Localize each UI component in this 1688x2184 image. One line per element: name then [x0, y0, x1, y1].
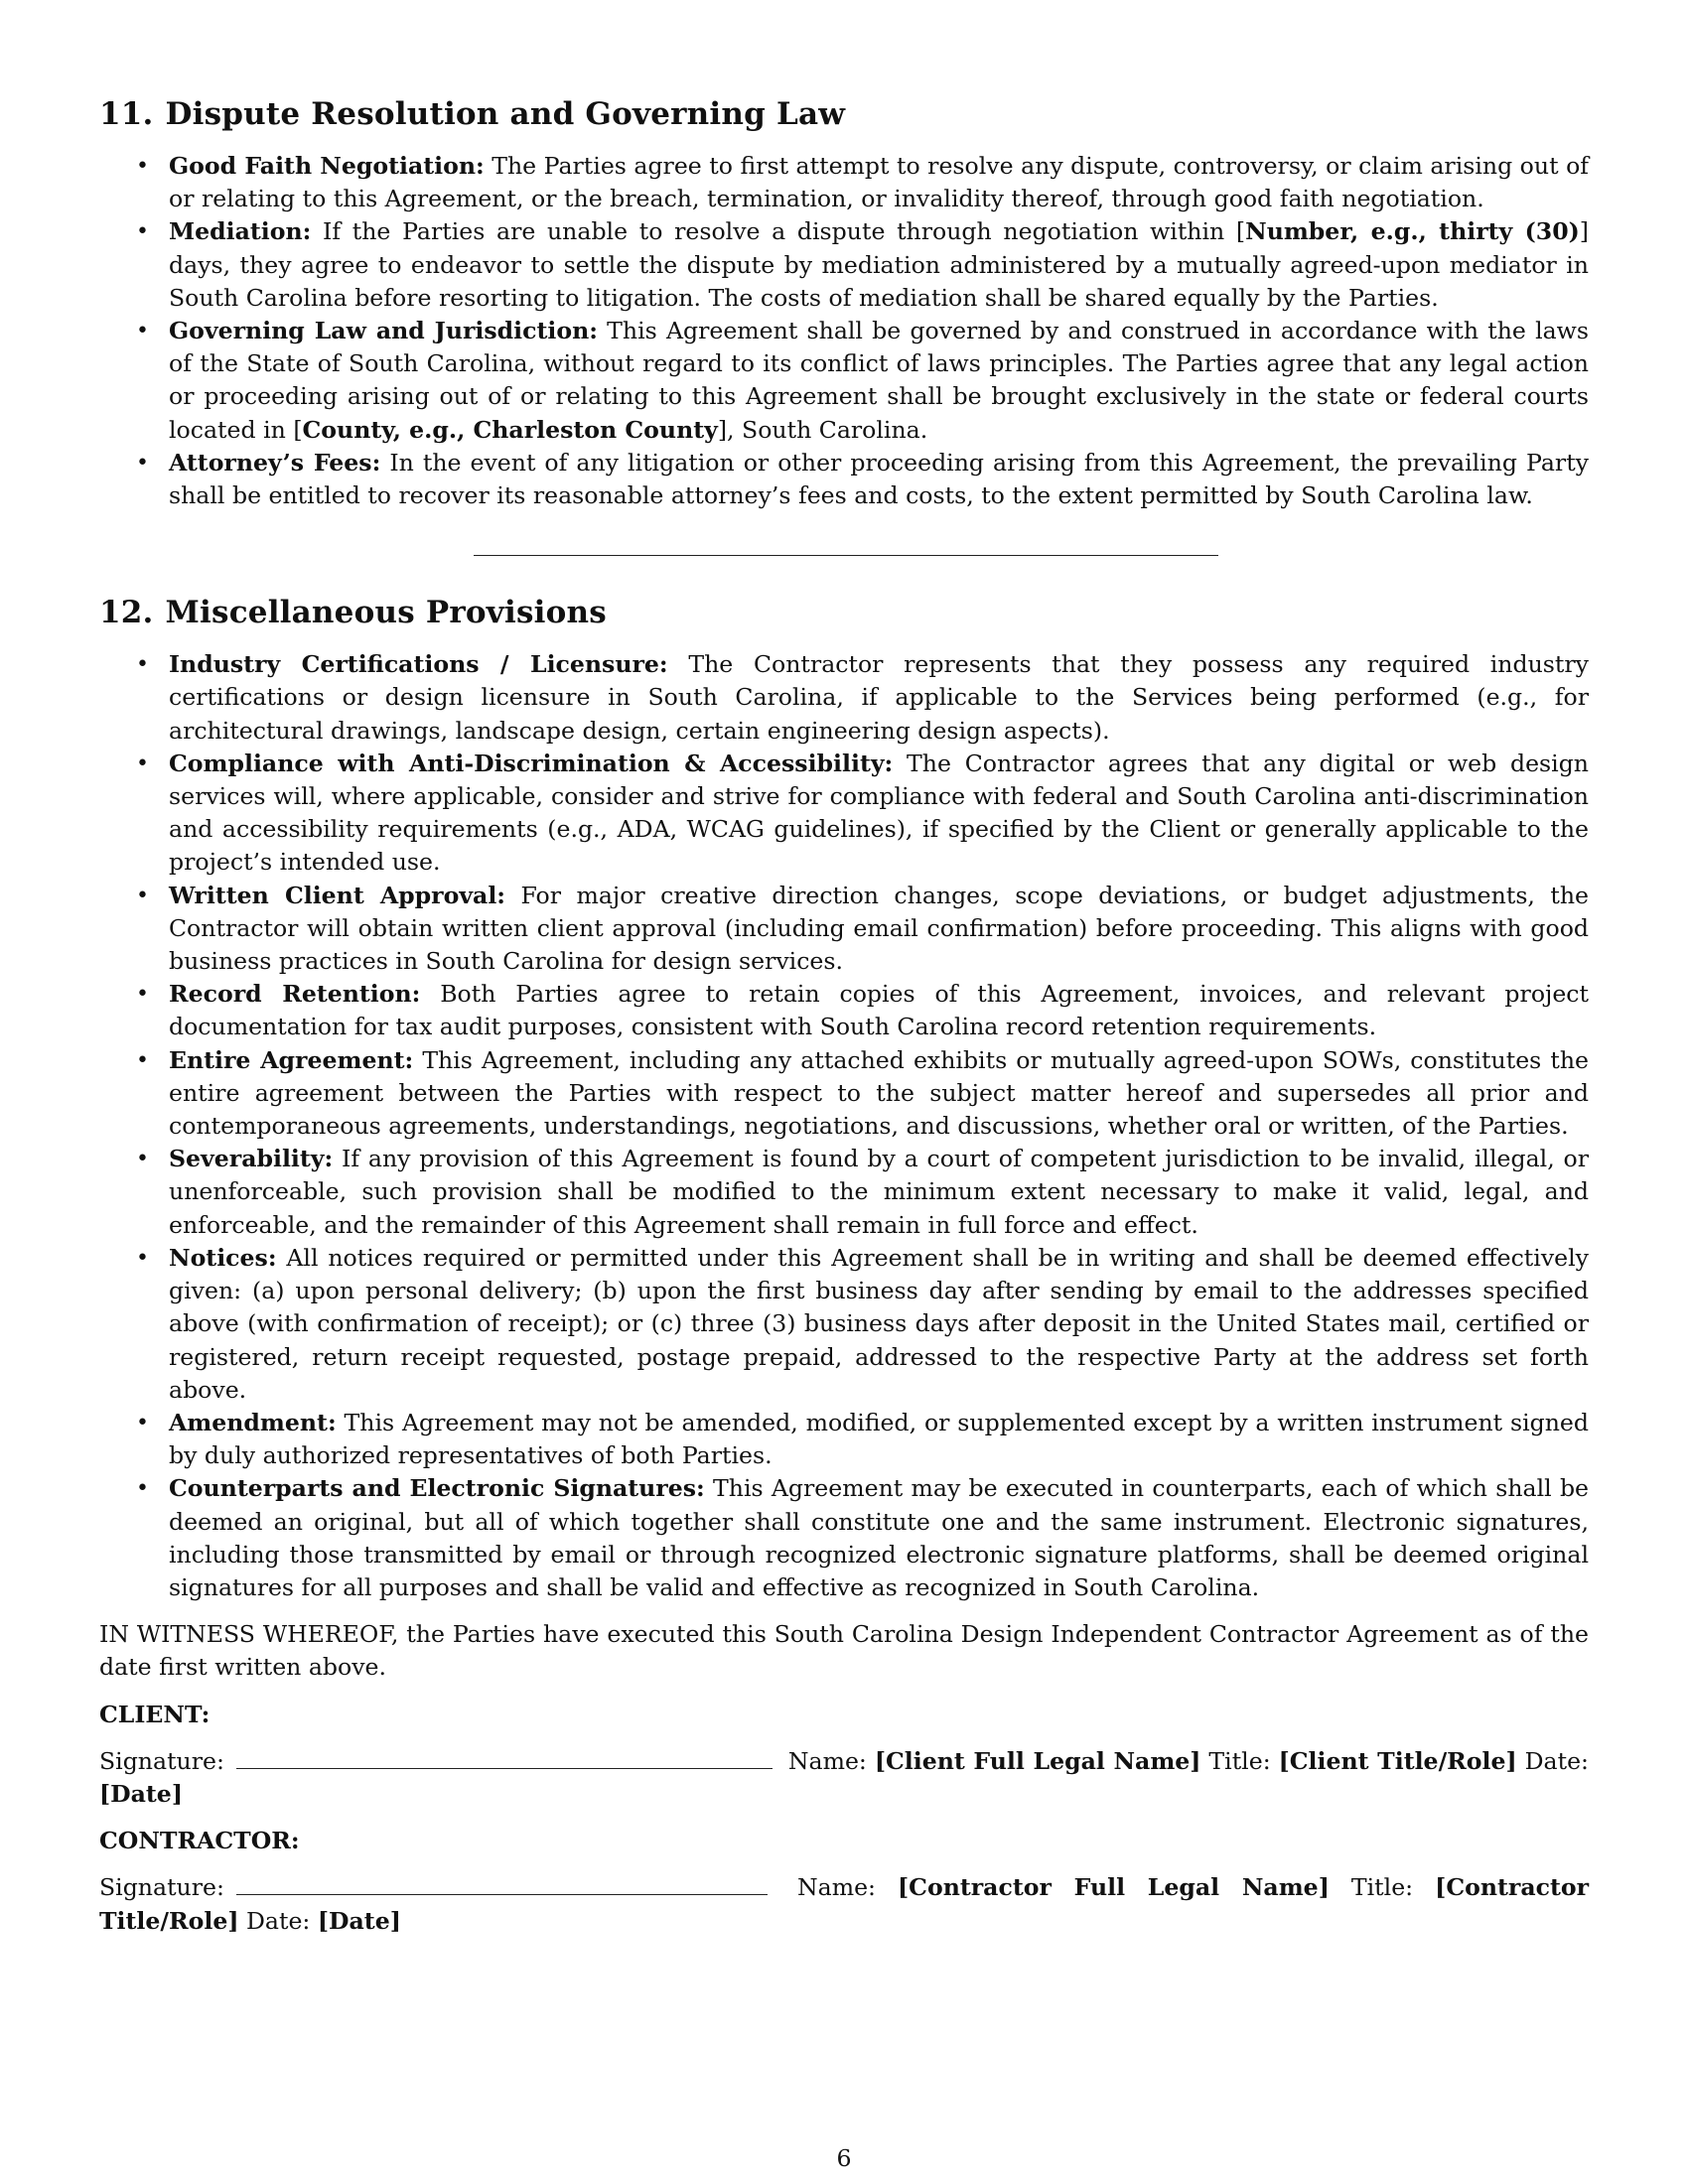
bullet-icon: •	[136, 450, 149, 476]
list-item-good-faith	[99, 150, 1589, 215]
contractor-title-value: [Contractor Title/Role]	[99, 1873, 1590, 1935]
section-11-heading	[99, 94, 1589, 134]
item-text: This Agreement may be executed in counterparts, each of which shall be deemed an original, but all of which together shall constitute one and the same instrument. Electronic signatures, including those transmitted by email or through recognized electronic signature platforms, shall be deemed original signatures for all purposes and shall be valid and effective as recognized in South Carolina.	[169, 1474, 1590, 1601]
client-signature-block	[99, 1745, 1589, 1811]
title-label: Title:	[1350, 1873, 1414, 1902]
bullet-icon: •	[136, 751, 149, 776]
name-label: Name:	[787, 1746, 867, 1775]
list-item-entire-agreement	[99, 1044, 1589, 1144]
item-label: Entire Agreement:	[169, 1045, 414, 1074]
bullet-icon: •	[136, 1410, 149, 1435]
item-placeholder: County, e.g., Charleston County	[302, 415, 718, 444]
item-label: Good Faith Negotiation:	[169, 152, 485, 180]
item-label: Record Retention:	[169, 980, 421, 1009]
item-label: Mediation:	[169, 217, 312, 246]
list-item-certifications	[99, 648, 1589, 748]
signature-label: Signature:	[99, 1746, 224, 1775]
item-text: In the event of any litigation or other proceeding arising from this Agreement, the prevailing Party shall be entitled to recover its reasonable attorney’s fees and costs, to the extent permitted by South Carolina law.	[169, 448, 1590, 510]
horizontal-divider	[474, 555, 1218, 556]
section-number: 12.	[99, 595, 154, 631]
item-text: For major creative direction changes, scope deviations, or budget adjustments, the Contractor will obtain written client approval (including email confirmation) before proceeding. This aligns with good business practices in South Carolina for design services.	[169, 881, 1590, 976]
item-text: If any provision of this Agreement is found by a court of competent jurisdiction to be invalid, illegal, or unenforceable, such provision shall be modified to the minimum extent necessary to make it valid, legal, and enforceable, and the remainder of this Agreement shall remain in full force and effect.	[169, 1145, 1589, 1239]
page-content	[99, 94, 1589, 1938]
list-item-notices	[99, 1242, 1589, 1407]
item-text-after: ] days, they agree to endeavor to settle the dispute by mediation administered by a mutually agreed-upon mediator in South Carolina before resorting to litigation. The costs of mediation shall be shared equally by the Parties.	[169, 217, 1589, 312]
signature-label: Signature:	[99, 1873, 224, 1902]
item-label: Counterparts and Electronic Signatures:	[169, 1474, 705, 1503]
date-label: Date:	[246, 1906, 311, 1935]
item-placeholder: Number, e.g., thirty (30)	[1245, 217, 1580, 246]
bullet-icon: •	[136, 652, 149, 678]
contractor-heading: CONTRACTOR:	[99, 1827, 300, 1855]
item-label: Attorney’s Fees:	[169, 448, 381, 477]
bullet-icon: •	[136, 219, 149, 245]
bullet-icon: •	[136, 982, 149, 1008]
list-item-counterparts	[99, 1472, 1589, 1604]
item-label: Written Client Approval:	[169, 881, 506, 909]
item-text-before: This Agreement shall be governed by and construed in accordance with the laws of the State of South Carolina, without regard to its conflict of laws principles. The Parties agree that any legal action or proceeding arising out of or relating to this Agreement shall be brought exclusively in the state or federal courts located in [	[169, 317, 1589, 444]
list-item-severability	[99, 1143, 1589, 1242]
item-label: Notices:	[169, 1243, 277, 1272]
item-text: Both Parties agree to retain copies of this Agreement, invoices, and relevant project documentation for tax audit purposes, consistent with South Carolina record retention requirements.	[169, 980, 1589, 1041]
item-text-before: If the Parties are unable to resolve a dispute through negotiation within [	[323, 217, 1246, 246]
contractor-signature-block	[99, 1871, 1589, 1937]
item-text: This Agreement may not be amended, modified, or supplemented except by a written instrument signed by duly authorized representatives of both Parties.	[169, 1408, 1589, 1470]
name-label: Name:	[796, 1873, 876, 1902]
item-label: Compliance with Anti-Discrimination & Accessibility:	[169, 749, 894, 777]
client-name-value: [Client Full Legal Name]	[874, 1746, 1201, 1775]
client-signature-line[interactable]	[236, 1746, 773, 1769]
list-item-attorney-fees	[99, 447, 1589, 512]
bullet-icon: •	[136, 1476, 149, 1502]
witness-clause: IN WITNESS WHEREOF, the Parties have executed this South Carolina Design Independent Contractor Agreement as of the date first written above.	[99, 1620, 1589, 1682]
item-text: This Agreement, including any attached exhibits or mutually agreed-upon SOWs, constitutes the entire agreement between the Parties with respect to the subject matter hereof and supersedes all prior and contemporaneous agreements, understandings, negotiations, and discussions, whether oral or written, of the Parties.	[169, 1045, 1589, 1141]
list-item-mediation	[99, 215, 1589, 315]
bullet-icon: •	[136, 154, 149, 179]
section-12-list	[99, 648, 1589, 1604]
contractor-name-value: [Contractor Full Legal Name]	[898, 1873, 1330, 1902]
item-label: Amendment:	[169, 1408, 337, 1436]
section-title: Miscellaneous Provisions	[165, 595, 607, 631]
bullet-icon: •	[136, 319, 149, 344]
list-item-amendment	[99, 1407, 1589, 1472]
client-title-value: [Client Title/Role]	[1278, 1746, 1517, 1775]
section-12-heading	[99, 593, 1589, 632]
list-item-record-retention	[99, 978, 1589, 1043]
date-label: Date:	[1524, 1746, 1589, 1775]
item-label: Governing Law and Jurisdiction:	[169, 317, 598, 345]
item-label: Industry Certifications / Licensure:	[169, 650, 668, 679]
item-text: The Contractor represents that they possess any required industry certifications or design licensure in South Carolina, if applicable to the Services being performed (e.g., for architectural drawings, landscape design, certain engineering design aspects).	[169, 650, 1589, 745]
item-text: All notices required or permitted under this Agreement shall be in writing and shall be deemed effectively given: (a) upon personal delivery; (b) upon the first business day after sending by email to the addresses specified above (with confirmation of receipt); or (c) three (3) business days after deposit in the United States mail, certified or registered, return receipt requested, postage prepaid, addressed to the respective Party at the address set forth above.	[169, 1243, 1589, 1404]
section-11-list	[99, 150, 1589, 512]
client-date-value: [Date]	[99, 1779, 183, 1808]
item-text: The Parties agree to first attempt to resolve any dispute, controversy, or claim arising out of or relating to this Agreement, or the breach, termination, or invalidity thereof, through good faith negotiation.	[169, 152, 1590, 213]
item-label: Severability:	[169, 1145, 334, 1173]
client-heading: CLIENT:	[99, 1700, 211, 1728]
contractor-signature-line[interactable]	[236, 1872, 768, 1895]
list-item-compliance	[99, 748, 1589, 880]
title-label: Title:	[1208, 1746, 1271, 1775]
item-text-after: ], South Carolina.	[717, 415, 928, 444]
list-item-governing-law	[99, 315, 1589, 447]
bullet-icon: •	[136, 1245, 149, 1271]
bullet-icon: •	[136, 1147, 149, 1172]
list-item-written-approval	[99, 880, 1589, 979]
item-text: The Contractor agrees that any digital or web design services will, where applicable, consider and strive for compliance with federal and South Carolina anti-discrimination and accessibility requirements (e.g., ADA, WCAG guidelines), if specified by the Client or generally applicable to the project’s intended use.	[169, 749, 1590, 877]
bullet-icon: •	[136, 1047, 149, 1073]
section-number: 11.	[99, 96, 154, 132]
bullet-icon: •	[136, 883, 149, 908]
contractor-date-value: [Date]	[317, 1906, 401, 1935]
page-number: 6	[836, 2144, 852, 2172]
section-title: Dispute Resolution and Governing Law	[165, 96, 846, 132]
